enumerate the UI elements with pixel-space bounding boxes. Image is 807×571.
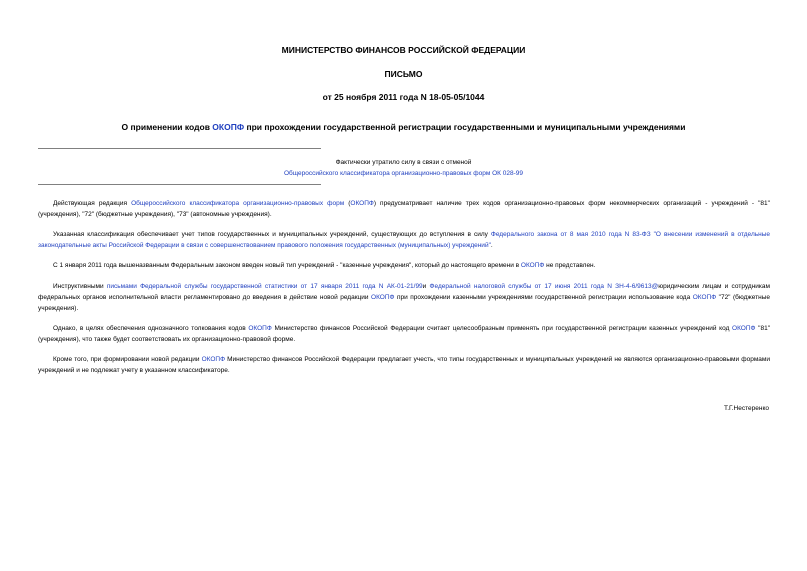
p3-text-2: не представлен. [544,262,596,269]
p5-text-2: Министерство финансов Российской Федерации считает целесообразным применять при государственной регистрации казенных учреждений код [271,325,733,332]
p1-text-2: ( [344,200,351,207]
okopf-link[interactable]: ОКОПФ [520,262,545,269]
paragraph-4 [38,281,770,314]
p6-text-1: Кроме того, при формировании новой редакции [53,356,202,363]
federal-law-83-link[interactable]: Федерального закона от 8 мая 2010 года N 83-ФЗ "О внесении изменений в отдельные законодательные акты Российской Федерации в связи с совершенствованием правового положения государственных (муниципальных) учреждений" [38,231,771,249]
p1-text-1: Действующая редакция [53,200,132,207]
paragraph-2 [38,229,770,251]
p1-text-3: ) предусматривает наличие трех кодов организационно-правовых форм некоммерческих организаций - учреждений - "81" (учреждения), "72" (бюджетные учреждения), "73" (автономные учреждения). [38,200,770,218]
signature: Т.Г.Нестеренко [723,405,769,412]
p4-text-1: Инструктивными [53,283,107,290]
paragraph-1 [38,198,770,220]
okopf-link[interactable]: ОКОПФ [732,325,756,332]
subject-heading [0,122,807,132]
note-line-1: Фактически утратило силу в связи с отменой [335,159,472,166]
p4-text-5: "72" (бюджетные учреждения). [38,294,770,312]
classifier-link[interactable]: Общероссийского классификатора организационно-правовых форм [131,200,345,207]
okopf-link[interactable]: ОКОПФ [201,356,226,363]
note-divider-top [38,148,321,149]
note-divider-bottom [38,184,321,185]
okopf-link[interactable]: ОКОПФ [371,294,395,301]
p4-text-2: и [422,283,430,290]
okopf-link[interactable]: ОКОПФ [248,325,272,332]
okopf-classifier-link[interactable]: Общероссийского классификатора организационно-правовых форм ОК 028-99 [283,170,524,177]
p3-text-1: С 1 января 2011 года вышеназванным Федеральным законом введен новый тип учреждений - "казенные учреждения", который до настоящего времени в [53,262,521,269]
p5-text-1: Однако, в целях обеспечения однозначного толкования кодов [53,325,249,332]
p4-text-3: юридическим лицам и сотрудникам федеральных органов исполнительной власти регламентировано до введения в действие новой редакции [38,283,770,301]
p6-text-2: Министерство финансов Российской Федерации предлагает учесть, что типы государственных и муниципальных учреждений не являются организационно-правовыми формами учреждений и не подлежат учету в указанном классификаторе. [38,356,771,374]
document-type-heading: ПИСЬМО [384,69,423,79]
p4-text-4: при прохождении казенными учреждениями государственной регистрации использование кода [394,294,693,301]
date-number-heading: от 25 ноября 2011 года N 18-05-05/1044 [322,92,485,102]
okopf-link[interactable]: ОКОПФ [350,200,374,207]
paragraph-5 [38,323,770,345]
ministry-heading: МИНИСТЕРСТВО ФИНАНСОВ РОССИЙСКОЙ ФЕДЕРАЦИИ [281,45,526,55]
p5-text-3: "81" (учреждения), что также будет соответствовать их организационно-правовой форме. [38,325,770,343]
paragraph-6 [38,354,770,376]
p2-text-1: Указанная классификация обеспечивает учет типов государственных и муниципальных учреждений, существующих до вступления в силу [53,231,491,238]
subject-text-post: при прохождении государственной регистрации государственными и муниципальными учреждениями [244,122,686,132]
p2-text-2: . [490,242,493,249]
okopf-link[interactable]: ОКОПФ [692,294,717,301]
subject-text-pre: О применении кодов [121,122,213,132]
rosstat-letter-link[interactable]: письмами Федеральной службы государственной статистики от 17 января 2011 года N АК-01-21/99 [106,283,423,290]
paragraph-3 [38,260,770,271]
subject-okopf-link[interactable]: ОКОПФ [212,122,245,132]
fns-letter-link[interactable]: Федеральной налоговой службы от 17 июня 2011 года N ЗН-4-6/9613@ [429,283,659,290]
note-line-2 [0,168,807,179]
